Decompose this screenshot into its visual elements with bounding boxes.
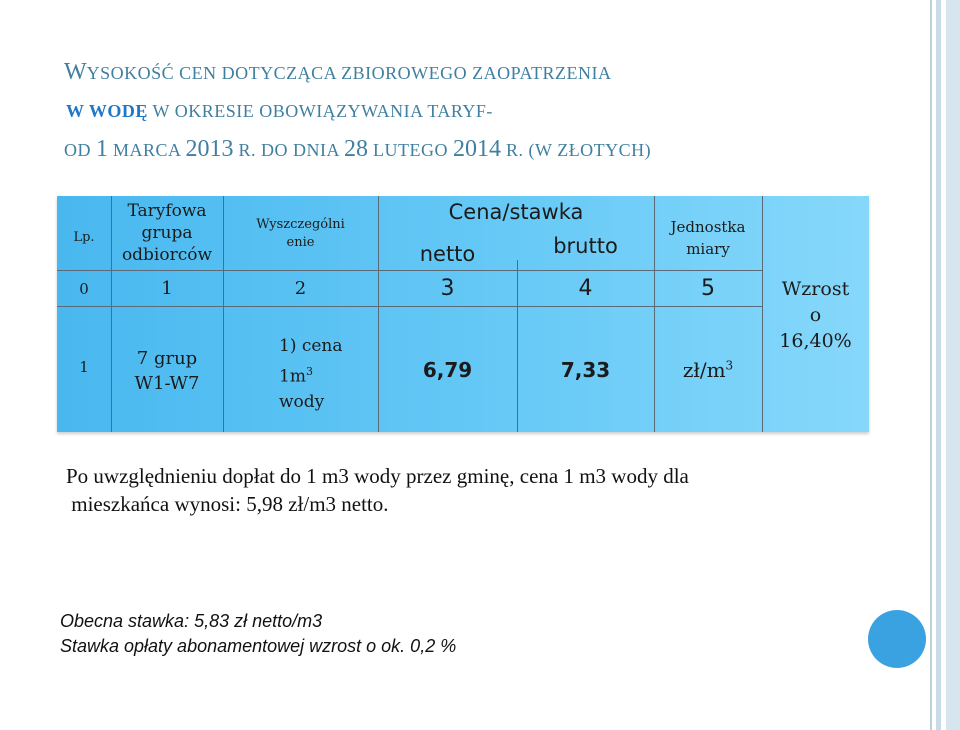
row-lp: 1 (79, 358, 89, 376)
header-brutto: brutto (553, 234, 618, 258)
grid-line (57, 306, 762, 307)
header-group: Taryfowa grupa odbiorców (121, 201, 213, 265)
header-specification: Wyszczególni enie (256, 217, 345, 250)
title-accent: W WODĘ (66, 101, 148, 121)
column-number: 1 (161, 278, 173, 299)
title-line-3: OD 1 MARCA 2013 R. DO DNIA 28 LUTEGO 2014 R. (W ZŁOTYCH) (64, 136, 652, 162)
tariff-table (57, 196, 869, 432)
header-unit: Jednostka miary (670, 218, 746, 258)
column-number: 3 (440, 276, 455, 301)
title-line-1: WYSOKOŚĆ CEN DOTYCZĄCA ZBIOROWEGO ZAOPATRZENIA (64, 59, 612, 85)
row-specification: 1) cena $1m^3$ wody (279, 336, 343, 412)
header-price: Cena/stawka (448, 200, 584, 224)
decorative-stripe (930, 0, 932, 730)
header-netto: netto (419, 242, 476, 266)
header-lp: Lp. (73, 230, 95, 245)
decorative-circle (868, 610, 926, 668)
column-number: 4 (578, 276, 593, 301)
column-number: 2 (294, 278, 307, 299)
growth-cell: Wzrost o 16,40% (779, 278, 852, 352)
title-line-2: W WODĘ W OKRESIE OBOWIĄZYWANIA TARYF- (66, 101, 493, 121)
row-unit: $zł/m^3$ (682, 358, 734, 382)
row-netto-price: 6,79 (422, 358, 473, 382)
column-number: 0 (79, 280, 89, 298)
column-number: 5 (701, 276, 715, 301)
row-brutto-price: 7,33 (560, 358, 611, 382)
decorative-stripe (936, 0, 941, 730)
subsidy-note: Po uwzględnieniu dopłat do 1 m3 wody przez gminę, cena 1 m3 wody dla mieszkańca wynosi: 5,98 zł/m3 netto. (66, 464, 689, 516)
decorative-stripe (946, 0, 960, 730)
grid-line (378, 196, 379, 432)
grid-line (57, 270, 762, 271)
current-rate-note: Obecna stawka: 5,83 zł netto/m3 Stawka opłaty abonamentowej wzrost o ok. 0,2 % (60, 611, 457, 656)
slide-title (64, 54, 904, 170)
row-group: 7 grup W1-W7 (134, 348, 200, 394)
